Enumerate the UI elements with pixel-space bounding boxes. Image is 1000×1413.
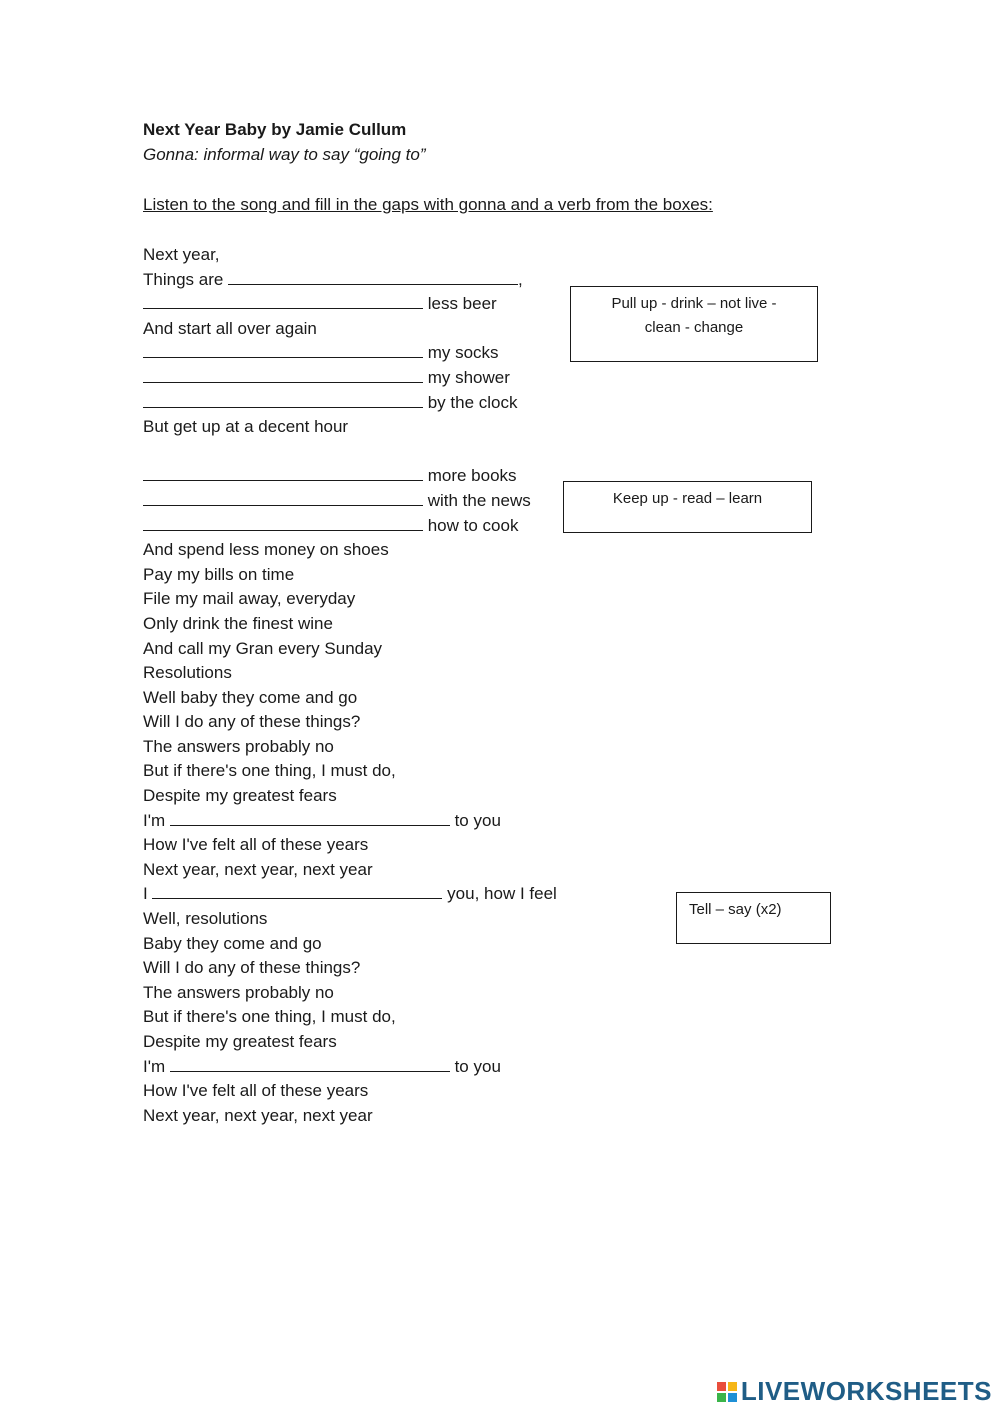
- lyric-text: I'm: [143, 810, 170, 830]
- verb-box-3: Tell – say (x2): [676, 892, 831, 944]
- lyric-line: [143, 317, 557, 342]
- lyric-text-after-gap: to you: [449, 810, 501, 830]
- lyric-line: [143, 637, 557, 662]
- lyric-line: [143, 587, 557, 612]
- lyric-line: [143, 956, 557, 981]
- lyric-line: [143, 538, 557, 563]
- logo-text: LIVEWORKSHEETS: [740, 1376, 992, 1406]
- lyric-line: [143, 882, 557, 907]
- lyric-text-after-gap: by the clock: [423, 392, 518, 412]
- lyric-text: Next year, next year, next year: [143, 859, 373, 879]
- lyric-text: Will I do any of these things?: [143, 712, 361, 732]
- lyric-line: [143, 1079, 557, 1104]
- lyric-line: [143, 1104, 557, 1129]
- gap-blank[interactable]: [170, 809, 450, 826]
- lyric-line: [143, 858, 557, 883]
- lyric-line: [143, 464, 557, 489]
- lyric-line: [143, 932, 557, 957]
- lyric-line: [143, 661, 557, 686]
- lyric-text: The answers probably no: [143, 736, 334, 756]
- verb-box-1-line-1: Pull up - drink – not live -: [611, 295, 777, 312]
- lyric-line: [143, 563, 557, 588]
- worksheet-subtitle: Gonna: informal way to say “going to”: [143, 145, 426, 164]
- lyric-text: Pay my bills on time: [143, 564, 295, 584]
- lyric-line: [143, 735, 557, 760]
- liveworksheets-logo: [717, 1376, 992, 1407]
- lyric-text: Despite my greatest fears: [143, 786, 337, 806]
- verb-box-1-line-2: clean - change: [644, 319, 744, 336]
- lyric-text: Will I do any of these things?: [143, 958, 361, 978]
- lyric-text-after-gap: ,: [518, 269, 523, 289]
- lyric-text-after-gap: my shower: [423, 367, 510, 387]
- lyric-line: [143, 292, 557, 317]
- logo-square: [717, 1382, 726, 1391]
- verb-box-2: Keep up - read – learn: [563, 481, 812, 533]
- gap-blank[interactable]: [143, 366, 423, 383]
- lyric-line: [143, 366, 557, 391]
- gap-blank[interactable]: [143, 464, 423, 481]
- lyric-text: And call my Gran every Sunday: [143, 638, 383, 658]
- lyric-text-after-gap: with the news: [423, 490, 531, 510]
- lyric-line: [143, 686, 557, 711]
- lyric-text: Things are: [143, 269, 229, 289]
- lyric-line: [143, 1030, 557, 1055]
- verb-box-1: [570, 286, 818, 362]
- logo-square: [728, 1382, 737, 1391]
- logo-square: [717, 1393, 726, 1402]
- lyric-line: [143, 514, 557, 539]
- gap-blank[interactable]: [152, 882, 442, 899]
- lyric-text: Next year, next year, next year: [143, 1105, 373, 1125]
- lyric-text: And start all over again: [143, 318, 317, 338]
- lyric-text: But if there's one thing, I must do,: [143, 761, 396, 781]
- logo-squares-icon: [717, 1382, 737, 1402]
- lyric-text: Despite my greatest fears: [143, 1032, 337, 1051]
- lyric-text: I: [143, 884, 153, 904]
- lyric-text: Well, resolutions: [143, 909, 268, 929]
- lyric-line: [143, 833, 557, 858]
- lyric-text: Well baby they come and go: [143, 687, 358, 707]
- lyric-line: [143, 341, 557, 366]
- lyric-text: I'm: [143, 1056, 170, 1076]
- lyric-line: [143, 710, 557, 735]
- gap-blank[interactable]: [170, 1055, 450, 1072]
- lyric-line: [143, 981, 557, 1006]
- lyric-text: Baby they come and go: [143, 933, 322, 953]
- lyric-line: [143, 784, 557, 809]
- lyric-text-after-gap: my socks: [423, 343, 499, 363]
- lyric-text: File my mail away, everyday: [143, 589, 356, 609]
- lyrics-list: [143, 243, 557, 1128]
- lyric-text: The answers probably no: [143, 982, 334, 1002]
- gap-blank[interactable]: [143, 341, 423, 358]
- lyric-text-after-gap: how to cook: [423, 515, 519, 535]
- lyric-text-after-gap: more books: [423, 466, 517, 486]
- lyric-line: [143, 809, 557, 834]
- lyric-line: [143, 268, 557, 293]
- lyric-line: [143, 759, 557, 784]
- lyric-line: [143, 489, 557, 514]
- gap-blank[interactable]: [228, 268, 518, 285]
- lyric-text: Next year,: [143, 245, 220, 264]
- lyric-line: [143, 391, 557, 416]
- lyric-text: How I've felt all of these years: [143, 1081, 369, 1101]
- lyric-line: [143, 1055, 557, 1080]
- gap-blank[interactable]: [143, 292, 423, 309]
- lyric-text: And spend less money on shoes: [143, 540, 389, 560]
- gap-blank[interactable]: [143, 514, 423, 531]
- lyric-text: Only drink the finest wine: [143, 613, 333, 633]
- lyric-text-after-gap: less beer: [423, 294, 497, 314]
- lyric-line: [143, 440, 557, 465]
- lyric-line: [143, 243, 557, 268]
- gap-blank[interactable]: [143, 391, 423, 408]
- gap-blank[interactable]: [143, 489, 423, 506]
- lyric-line: [143, 1005, 557, 1030]
- lyric-text: How I've felt all of these years: [143, 835, 369, 855]
- lyric-text: But get up at a decent hour: [143, 417, 349, 437]
- lyric-text-after-gap: to you: [449, 1056, 501, 1076]
- lyric-line: [143, 907, 557, 932]
- lyric-line: [143, 612, 557, 637]
- lyric-line: [143, 415, 557, 440]
- logo-square: [728, 1393, 737, 1402]
- worksheet-title: Next Year Baby by Jamie Cullum: [143, 120, 407, 139]
- lyric-text: But if there's one thing, I must do,: [143, 1007, 396, 1027]
- lyric-text-after-gap: you, how I feel: [442, 884, 557, 904]
- worksheet-instruction: Listen to the song and fill in the gaps with gonna and a verb from the boxes:: [143, 195, 713, 214]
- lyric-text: Resolutions: [143, 663, 232, 683]
